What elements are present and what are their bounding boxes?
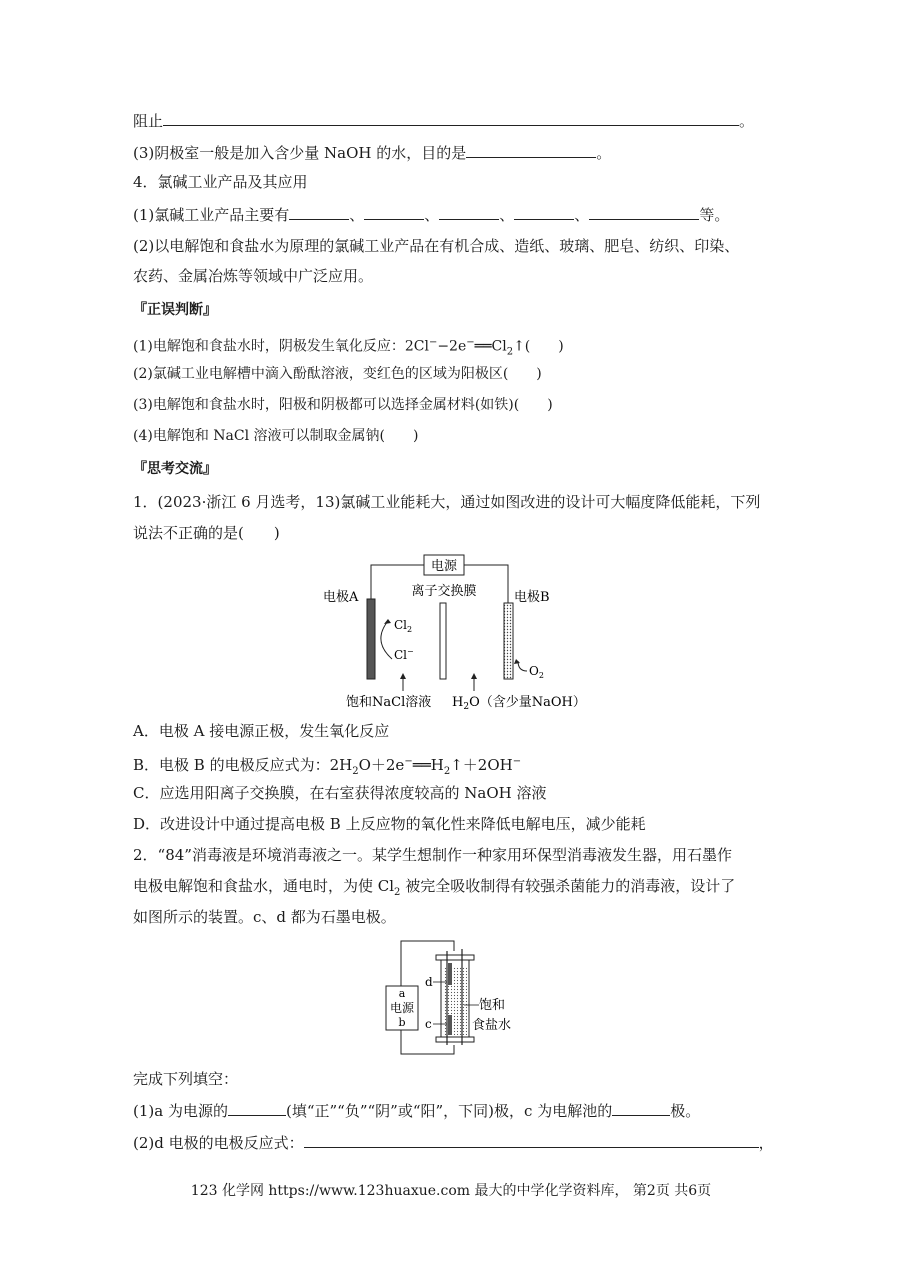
brine-label-1: 饱和: [479, 998, 506, 1013]
cl-arrow: [381, 621, 392, 659]
answer-blank[interactable]: [289, 204, 349, 220]
line-stop: 阻止 。: [133, 112, 755, 130]
line-cathode: (3)阴极室一般是加入含少量 NaOH 的水，目的是 。: [133, 144, 612, 162]
answer-blank[interactable]: [589, 204, 699, 220]
water-label: $H_2O$（含少量NaOH）: [452, 695, 586, 712]
judge-item-4: (4)电解饱和 NaCl 溶液可以制取金属钠( ): [133, 428, 419, 444]
o2-label: $O_2$: [529, 664, 544, 680]
answer-blank[interactable]: [466, 142, 596, 158]
electrolysis-figure-1: [320, 553, 590, 713]
electrolysis-figure-2: [384, 937, 524, 1059]
q1-option-b: B．电极 B 的电极反应式为：$2H_2O+2e^-══H_2↑+2OH^-$: [133, 756, 522, 777]
q2-line-1: 2．“84”消毒液是环境消毒液之一。某学生想制作一种家用环保型消毒液发生器，用石墨作: [133, 846, 732, 864]
line-applications-2: 农药、金属冶炼等领域中广泛应用。: [133, 267, 374, 285]
tube-cap-bottom: [436, 1037, 474, 1042]
brine-arrow-head: [400, 673, 406, 679]
q2-line-2: 电极电解饱和食盐水，通电时，为使 $Cl_2$ 被完全吸收制得有较强杀菌能力的消毒液，设计了: [133, 877, 736, 898]
electrode-b-label: 电极B: [514, 590, 550, 605]
brine-label: 饱和NaCl溶液: [346, 695, 432, 710]
electrode-a-label: 电极A: [323, 590, 359, 605]
judge-item-1: (1)电解饱和食盐水时，阴极发生氧化反应：$2Cl^--2e^-══Cl_2↑$( ): [133, 337, 564, 358]
section-judge: 『正误判断』: [133, 302, 217, 318]
q1-line-1: 1．(2023·浙江 6 月选考，13)氯碱工业能耗大，通过如图改进的设计可大幅度降低能耗，下列: [133, 493, 761, 511]
q2-subq-1: (1)a 为电源的 (填“正”“负”“阴”或“阳”，下同)极，c 为电解池的 极。: [133, 1102, 701, 1120]
heading-products: 4．氯碱工业产品及其应用: [133, 173, 308, 191]
judge-item-3: (3)电解饱和食盐水时，阳极和阴极都可以选择金属材料(如铁)( ): [133, 397, 553, 413]
cl-label: Cl−: [394, 647, 414, 662]
label-c: c: [425, 1017, 432, 1031]
membrane: [440, 603, 446, 679]
answer-blank[interactable]: [304, 1132, 759, 1148]
answer-blank[interactable]: [364, 204, 424, 220]
brine-label-2: 食盐水: [472, 1018, 512, 1033]
answer-blank[interactable]: [439, 204, 499, 220]
q1-option-d: D．改进设计中通过提高电极 B 上反应物的氧化性来降低电解电压，减少能耗: [133, 815, 646, 833]
section-think: 『思考交流』: [133, 461, 217, 477]
power-label: 电源: [430, 559, 458, 574]
terminal-b: b: [398, 1016, 406, 1029]
electrode-a: [367, 599, 375, 679]
electrode-c: [448, 1015, 452, 1035]
q1-option-a: A．电极 A 接电源正极，发生氧化反应: [133, 722, 390, 740]
line-applications-1: (2)以电解饱和食盐水为原理的氯碱工业产品在有机合成、造纸、玻璃、肥皂、纺织、印染、: [133, 237, 740, 255]
terminal-a: a: [398, 987, 406, 1000]
answer-blank[interactable]: [228, 1100, 286, 1116]
answer-blank[interactable]: [163, 110, 739, 126]
answer-blank[interactable]: [612, 1100, 670, 1116]
label-d: d: [425, 975, 433, 989]
fill-prompt: 完成下列填空：: [133, 1070, 239, 1088]
membrane-label: 离子交换膜: [411, 584, 477, 599]
q2-subq-2: (2)d 电极的电极反应式： ，: [133, 1134, 774, 1152]
water-arrow-head: [471, 673, 477, 679]
cl2-label: $Cl_2$: [394, 618, 413, 634]
judge-item-2: (2)氯碱工业电解槽中滴入酚酞溶液，变红色的区域为阳极区( ): [133, 366, 542, 382]
power-label: 电源: [389, 1001, 415, 1015]
q1-option-c: C．应选用阳离子交换膜，在右室获得浓度较高的 NaOH 溶液: [133, 784, 547, 802]
answer-blank[interactable]: [514, 204, 574, 220]
tube-cap-top: [436, 955, 474, 960]
line-products: (1)氯碱工业产品主要有 、 、 、 、 等。: [133, 206, 730, 224]
electrode-b: [504, 603, 513, 679]
cl-arrow-head: [384, 619, 391, 624]
q2-line-3: 如图所示的装置。c、d 都为石墨电极。: [133, 908, 396, 926]
o2-arrow-head: [514, 659, 520, 664]
q1-line-2: 说法不正确的是( ): [133, 524, 280, 542]
electrode-d: [448, 963, 452, 985]
page-footer: 123 化学网 https://www.123huaxue.com 最大的中学化学资料库， 第2页 共6页: [190, 1183, 712, 1199]
